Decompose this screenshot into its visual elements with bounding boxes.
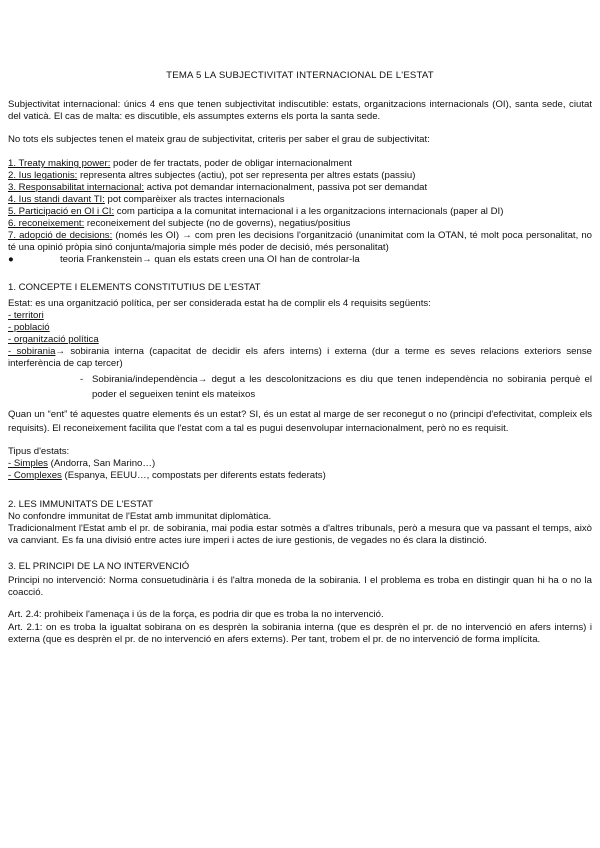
bullet-item <box>8 254 592 266</box>
criteria-intro-section <box>8 134 592 146</box>
criteria-label: 6. reconeixement: <box>8 218 85 229</box>
article-paragraph: Art. 2.1: on es troba la igualtat sobirana on es desprèn la sobirania interna (que es desprèn el pr. de no intervenció en afers interns) i externa (que es desprèn el pr. de no intervenció en afers externs). Per tant, trobem el pr. de no intervenció de forma implícita. <box>8 622 592 645</box>
section-heading: 2. LES IMMUNITATS DE L'ESTAT <box>8 499 154 510</box>
document-title: TEMA 5 LA SUBJECTIVITAT INTERNACIONAL DE L'ESTAT <box>166 70 434 81</box>
types-section <box>8 446 592 482</box>
criteria-item: 7. adopció de decisions: (només les OI) → com pren les decisions l'organització (unanimitat com la OTAN, té molt poca personalitat, no té una opinió pròpia sinó conjunta/majoria simple més poder de decisió, més personalitat) <box>8 230 593 253</box>
question-paragraph: Quan un “ent” té aquestes quatre elements és un estat? SI, és un estat al marge de ser reconegut o no (principi d'efectivitat, compleix els requisits). El reconeixement facilita que l'estat com a tal es pugui desenvolupar internacionalment, però no es requisit. <box>8 409 592 434</box>
criteria-item: 3. Responsabilitat internacional: activa pot demandar internacionalment, passiva pot ser demandat <box>8 182 428 193</box>
type-label: - Complexes <box>8 470 62 481</box>
sobirania-label: - sobirania <box>8 346 56 357</box>
section-heading: 3. EL PRINCIPI DE LA NO INTERVENCIÓ <box>8 561 190 572</box>
criteria-item: 2. Ius legationis: representa altres subjectes (actiu), pot ser representa per altres estats (passiu) <box>8 170 416 181</box>
bullet-text: teoria Frankenstein→ quan els estats creen una OI han de controlar-la <box>60 254 360 265</box>
section-1 <box>8 282 592 402</box>
criteria-label: 7. adopció de decisions: <box>8 230 113 241</box>
section-paragraph: Tradicionalment l'Estat amb el pr. de sobirania, mai podia estar sotmès a d'altres tribunals, però a mesura que va passant el temps, això va canviant. Es fa una divisió entre actes iure imperi i actes de iure gestionis, de vegades no és clara la distinció. <box>8 523 592 546</box>
element-item: - organització política <box>8 334 99 345</box>
article-paragraph: Art. 2.4: prohibeix l'amenaça i ús de la força, es podria dir que es troba la no intervenció. <box>8 609 384 620</box>
sub-item-text: Sobirania/independència→ degut a les descolonitzacions es diu que tenen independència no sobirania perquè el poder el segueixen tenint els mateixos <box>92 374 592 400</box>
criteria-label: 5. Participació en OI i CI: <box>8 206 115 217</box>
criteria-intro: No tots els subjectes tenen el mateix grau de subjectivitat, criteris per saber el grau de subjectivitat: <box>8 134 430 145</box>
criteria-label: 3. Responsabilitat internacional: <box>8 182 144 193</box>
section-paragraph: No confondre immunitat de l'Estat amb immunitat diplomàtica. <box>8 511 272 522</box>
element-item: - població <box>8 322 50 333</box>
question-section <box>8 408 592 436</box>
sub-item: - Sobirania/independència→ degut a les descolonitzacions es diu que tenen independència no sobirania perquè el poder el segueixen tenint els mateixos <box>80 374 592 400</box>
type-item: - Simples (Andorra, San Marino…) <box>8 458 156 469</box>
type-label: - Simples <box>8 458 48 469</box>
intro-section <box>8 99 592 123</box>
criteria-item: 5. Participació en OI i CI: com participa a la comunitat internacional i a les organitzacions internacionals (paper al DI) <box>8 206 504 217</box>
criteria-item: 1. Treaty making power: poder de fer tractats, poder de obligar internacionalment <box>8 158 352 169</box>
section-paragraph: Principi no intervenció: Norma consuetudinària i és l'altra moneda de la sobirania. I el problema es troba en distingir quan hi ha o no la coacció. <box>8 575 592 598</box>
section-2 <box>8 499 592 547</box>
element-item: - territori <box>8 310 44 321</box>
intro-paragraph: Subjectivitat internacional: únics 4 ens que tenen subjectivitat indiscutible: estats, organitzacions internacionals (OI), santa sede, ciutat del vaticà. El cas de malta: es discutible, els assumptes externs els porta la santa sede. <box>8 99 592 122</box>
criteria-label: 4. Ius standi davant TI: <box>8 194 105 205</box>
criteria-label: 2. Ius legationis: <box>8 170 78 181</box>
section-heading: 1. CONCEPTE I ELEMENTS CONSTITUTIUS DE L'ESTAT <box>8 282 261 293</box>
section-3 <box>8 561 592 646</box>
criteria-item: 4. Ius standi davant TI: pot comparèixer als tractes internacionals <box>8 194 285 205</box>
section-intro: Estat: es una organització política, per ser considerada estat ha de complir els 4 requisits següents: <box>8 298 431 309</box>
criteria-label: 1. Treaty making power: <box>8 158 111 169</box>
type-item: - Complexes (Espanya, EEUU…, compostats per diferents estats federats) <box>8 470 326 481</box>
criteria-list <box>8 158 592 266</box>
criteria-item: 6. reconeixement: reconeixement del subjecte (no de governs), negatius/positius <box>8 218 351 229</box>
types-heading: Tipus d'estats: <box>8 446 70 457</box>
bullet-icon: ● <box>8 254 14 265</box>
element-item: - sobirania→ sobirania interna (capacitat de decidir els afers interns) i externa (dur a terme es seves relacions exteriors sense interferència de cap tercer) <box>8 346 592 369</box>
